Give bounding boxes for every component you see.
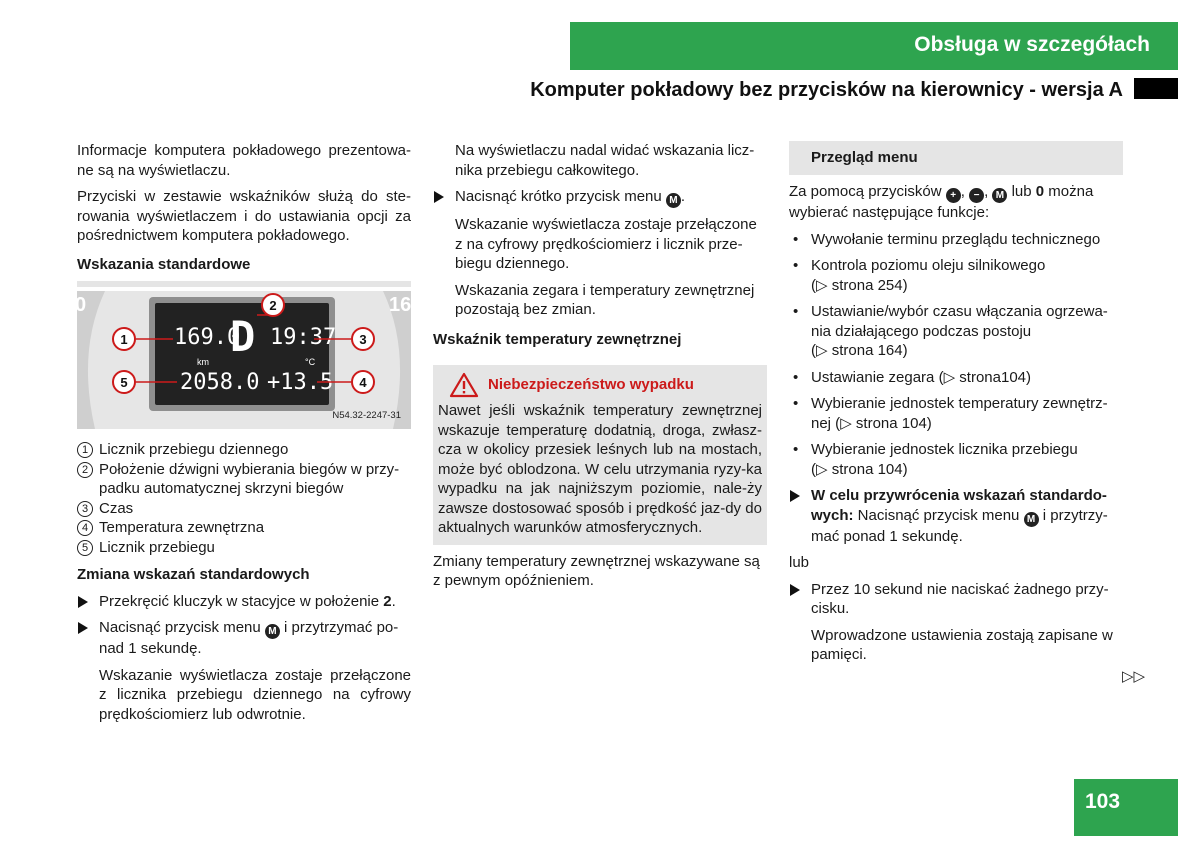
arrow-icon <box>790 584 800 596</box>
legend-item: 3 Czas <box>77 499 411 519</box>
svg-text:4: 4 <box>359 375 367 390</box>
bullet-dot: • <box>793 257 799 274</box>
plus-button-icon: + <box>946 188 961 203</box>
svg-text:5: 5 <box>120 375 128 390</box>
page-ref-icon: ▷ <box>816 460 828 478</box>
step-result-unchanged: Wskazania zegara i temperatury zewnętrznej pozostają bez zmian. <box>455 281 755 318</box>
bullet-heating-time: • Ustawianie/wybór czasu włączania ogrzewa-nia działającego podczas postoju (▷ strona 164) <box>793 303 1108 359</box>
warning-text: Nawet jeśli wskaźnik temperatury zewnętrznej wskazuje temperaturę dodatnią, droga, zwłasz-cza w okolicy przesiek leśnych lub na mostach, może być oblodzona. W celu utrzymania ryzy-ka wypadku na jak najniższym poziomie, nale-ży zawsze dostosować sposób i prędkość jaz-dy do aktualnych warunków atmosferycznych. <box>438 402 762 536</box>
arrow-icon <box>790 490 800 502</box>
page-number-box <box>1074 779 1178 836</box>
bullet-temp-units: • Wybieranie jednostek temperatury zewnętrz-nej (▷ strona 104) <box>793 395 1108 432</box>
instrument-display-figure <box>77 291 411 429</box>
menu-button-icon: M <box>265 624 280 639</box>
legend-number: 3 <box>77 501 93 517</box>
page-ref-icon: ▷ <box>816 342 828 359</box>
continue-icon: ▷▷ <box>1122 668 1146 685</box>
warning-title: Niebezpieczeństwo wypadku <box>488 376 694 393</box>
callout-1 <box>113 328 135 350</box>
legend-item: 2 Położenie dźwigni wybierania biegów w przy-padku automatycznej skrzyni biegów <box>77 460 411 499</box>
display-trip: 169.0 <box>174 325 241 350</box>
step-restore-standard: W celu przywrócenia wskazań standardo-wych: Nacisnąć przycisk menu M i przytrzy-mać ponad 1 sekundę. <box>789 486 1123 546</box>
callout-4 <box>352 371 374 393</box>
callout-3 <box>352 328 374 350</box>
heading-outside-temp: Wskaźnik temperatury zewnętrznej <box>433 330 682 348</box>
legend-item: 4 Temperatura zewnętrzna <box>77 518 411 538</box>
legend-item: 5 Licznik przebiegu <box>77 538 411 558</box>
svg-text:3: 3 <box>359 332 367 347</box>
column-middle <box>433 141 767 598</box>
section-title: Obsługa w szczegółach <box>914 33 1150 56</box>
legend-item: 1 Licznik przebiegu dziennego <box>77 440 411 460</box>
bullet-oil-level: • Kontrola poziomu oleju silnikowego (▷ strona 254) <box>793 257 1046 294</box>
heading-change-standard: Zmiana wskazań standardowych <box>77 566 310 583</box>
section-header-bar <box>570 22 1178 70</box>
bullet-dot: • <box>793 303 799 320</box>
menu-button-icon: M <box>666 193 681 208</box>
menu-overview-heading: Przegląd menu <box>789 141 1123 175</box>
warning-triangle-icon <box>449 372 479 398</box>
settings-saved-note: Wprowadzone ustawienia zostają zapisane w pamięci. <box>811 626 1113 663</box>
arrow-icon <box>434 191 444 203</box>
warning-box <box>433 365 767 545</box>
svg-text:1: 1 <box>120 332 128 347</box>
arrow-icon <box>78 622 88 634</box>
display-km: km <box>197 357 209 367</box>
menu-button-icon: M <box>1024 512 1039 527</box>
column-left <box>77 141 411 731</box>
page-ref-icon: ▷ <box>943 368 956 386</box>
step-key-position: Przekręcić kluczyk w stacyjce w położenie 2. <box>77 592 411 612</box>
legend-number: 1 <box>77 442 93 458</box>
bullet-dot: • <box>793 368 799 386</box>
page-ref-icon: ▷ <box>816 276 828 294</box>
warning-header <box>438 369 762 401</box>
bullet-dot: • <box>793 441 799 458</box>
step-timeout: Przez 10 sekund nie naciskać żadnego przy-cisku. <box>789 580 1123 619</box>
figure-rule <box>77 281 411 287</box>
gauge-right-number: 16 <box>389 294 412 316</box>
display-gear: D <box>230 312 256 361</box>
step-result-speedometer: Wskazanie wyświetlacza zostaje przełączone z na cyfrowy prędkościomierz i licznik prze-biegu dziennego. <box>455 216 757 272</box>
figure-code: N54.32-2247-31 <box>332 409 401 421</box>
bullet-set-clock: • Ustawianie zegara (▷ strona104) <box>793 368 1031 386</box>
or-text: lub <box>789 554 810 571</box>
step-hold-menu: Nacisnąć przycisk menu M i przytrzymać po-nad 1 sekundę. <box>77 618 411 659</box>
page-ref-icon: ▷ <box>840 414 852 432</box>
menu-intro: Za pomocą przycisków + , − , M lub 0 można wybierać następujące funkcje: <box>789 183 1094 221</box>
bullet-dot: • <box>793 395 799 412</box>
bullet-service-interval: • Wywołanie terminu przeglądu technicznego <box>793 230 1101 248</box>
legend-number: 4 <box>77 520 93 536</box>
step-result: Wskazanie wyświetlacza zostaje przełączone z licznika przebiegu dziennego na cyfrowy prędkościomierz lub odwrotnie. <box>99 666 411 723</box>
legend-number: 5 <box>77 540 93 556</box>
bullet-odometer-units: • Wybieranie jednostek licznika przebiegu (▷ strona 104) <box>793 441 1078 478</box>
intro-paragraph: Informacje komputera pokładowego prezentowa-ne są na wyświetlaczu. <box>77 142 411 179</box>
display-total: 2058.0 <box>180 370 260 395</box>
column-right <box>789 141 1123 672</box>
page-subtitle: Komputer pokładowy bez przycisków na kierownicy - wersja A <box>530 79 1123 101</box>
display-unit: °C <box>305 357 316 367</box>
display-temp: +13.5 <box>267 370 334 395</box>
page-number: 103 <box>1085 790 1121 813</box>
menu-button-icon: M <box>992 188 1007 203</box>
temp-delay-note: Zmiany temperatury zewnętrznej wskazywane są z pewnym opóźnieniem. <box>433 552 760 589</box>
total-mileage-note: Na wyświetlaczu nadal widać wskazania licz-nika przebiegu całkowitego. <box>455 142 755 179</box>
callout-2 <box>262 294 284 316</box>
legend-number: 2 <box>77 462 93 478</box>
buttons-paragraph: Przyciski w zestawie wskaźników służą do ste-rowania wyświetlaczem i do ustawiania opcji za pośrednictwem komputera pokładowego. <box>77 188 411 244</box>
gauge-left-number: 0 <box>75 294 87 316</box>
bullet-dot: • <box>793 230 799 248</box>
heading-standard-displays: Wskazania standardowe <box>77 255 251 273</box>
legend-list <box>77 440 411 557</box>
arrow-icon <box>78 596 88 608</box>
header-marker <box>1134 78 1178 99</box>
display-time: 19:37 <box>270 325 337 350</box>
minus-button-icon: − <box>969 188 984 203</box>
callout-5 <box>113 371 135 393</box>
step-press-menu: Nacisnąć krótko przycisk menu M . <box>433 187 767 208</box>
svg-text:2: 2 <box>269 298 277 313</box>
